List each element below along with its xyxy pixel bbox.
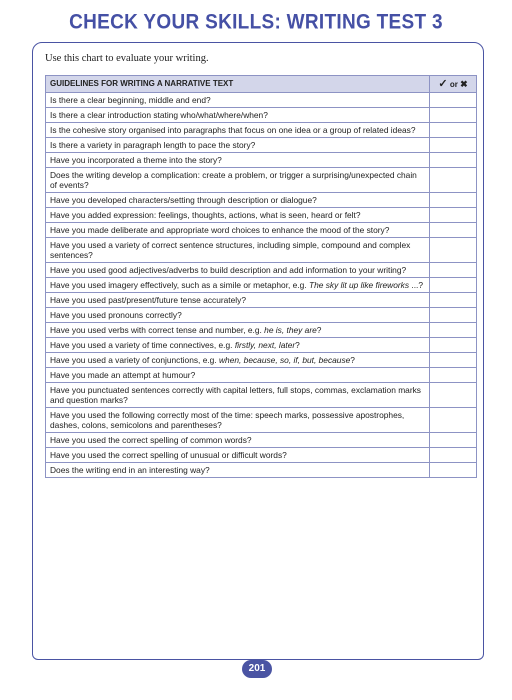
table-row xyxy=(46,138,477,153)
question-text: Have you punctuated sentences correctly with capital letters, full stops, commas, exclamation marks and question marks? xyxy=(50,385,421,405)
table-row xyxy=(46,408,477,433)
tick-or-cross-cell[interactable] xyxy=(430,223,477,238)
guidelines-header: GUIDELINES FOR WRITING A NARRATIVE TEXT xyxy=(46,76,430,93)
narrative-checklist-table xyxy=(45,75,477,478)
question-text: Have you made an attempt at humour? xyxy=(50,370,196,380)
guideline-question xyxy=(46,433,430,448)
tick-or-cross-cell[interactable] xyxy=(430,293,477,308)
question-text: Have you used verbs with correct tense and number, e.g. xyxy=(50,325,265,335)
tick-or-cross-cell[interactable] xyxy=(430,278,477,293)
question-suffix: ...? xyxy=(409,280,424,290)
question-text: Have you used imagery effectively, such as a simile or metaphor, e.g. xyxy=(50,280,309,290)
table-row xyxy=(46,308,477,323)
table-row xyxy=(46,433,477,448)
table-row xyxy=(46,383,477,408)
table-row xyxy=(46,463,477,478)
guideline-question xyxy=(46,238,430,263)
question-text: Have you added expression: feelings, thoughts, actions, what is seen, heard or felt? xyxy=(50,210,361,220)
guideline-question xyxy=(46,223,430,238)
page-title: CHECK YOUR SKILLS: WRITING TEST 3 xyxy=(69,10,443,35)
guideline-question xyxy=(46,123,430,138)
tick-or-cross-cell[interactable] xyxy=(430,323,477,338)
guideline-question xyxy=(46,293,430,308)
guideline-question xyxy=(46,108,430,123)
table-row xyxy=(46,223,477,238)
tick-or-cross-cell[interactable] xyxy=(430,93,477,108)
table-row xyxy=(46,93,477,108)
tick-or-cross-cell[interactable] xyxy=(430,168,477,193)
table-row xyxy=(46,368,477,383)
question-text: Have you used the correct spelling of common words? xyxy=(50,435,252,445)
tick-or-cross-cell[interactable] xyxy=(430,408,477,433)
tick-or-cross-cell[interactable] xyxy=(430,153,477,168)
question-text: Have you used a variety of correct sentence structures, including simple, compound and complex sentences? xyxy=(50,240,411,260)
guideline-question xyxy=(46,193,430,208)
guideline-question xyxy=(46,448,430,463)
question-text: Have you used the following correctly most of the time: speech marks, possessive apostrophes, dashes, colons, semicolons and parentheses? xyxy=(50,410,405,430)
table-row xyxy=(46,108,477,123)
table-row xyxy=(46,293,477,308)
guideline-question xyxy=(46,353,430,368)
guideline-question xyxy=(46,308,430,323)
table-row xyxy=(46,123,477,138)
or-label: or xyxy=(449,80,458,89)
guideline-question xyxy=(46,323,430,338)
intro-text: Use this chart to evaluate your writing. xyxy=(45,53,209,64)
table-header-row xyxy=(46,76,477,93)
question-text: Have you used a variety of conjunctions, e.g. xyxy=(50,355,219,365)
table-row xyxy=(46,193,477,208)
question-text: Is the cohesive story organised into paragraphs that focus on one idea or a group of related ideas? xyxy=(50,125,416,135)
guideline-question xyxy=(46,208,430,223)
question-suffix: ? xyxy=(316,325,322,335)
page-number: 201 xyxy=(242,660,272,678)
guideline-question xyxy=(46,383,430,408)
question-text: Have you used the correct spelling of unusual or difficult words? xyxy=(50,450,287,460)
tick-or-cross-cell[interactable] xyxy=(430,208,477,223)
question-text: Have you incorporated a theme into the story? xyxy=(50,155,222,165)
question-example: he is, they are xyxy=(264,325,317,335)
table-row xyxy=(46,278,477,293)
guideline-question xyxy=(46,138,430,153)
tick-or-cross-cell[interactable] xyxy=(430,368,477,383)
guideline-question xyxy=(46,168,430,193)
checklist-body xyxy=(46,93,477,478)
tick-or-cross-cell[interactable] xyxy=(430,308,477,323)
tick-or-cross-cell[interactable] xyxy=(430,193,477,208)
table-row xyxy=(46,168,477,193)
question-example: when, because, so, if, but, because xyxy=(219,355,351,365)
tick-or-cross-cell[interactable] xyxy=(430,238,477,263)
table-row xyxy=(46,353,477,368)
question-text: Have you developed characters/setting through description or dialogue? xyxy=(50,195,317,205)
guideline-question xyxy=(46,463,430,478)
table-row xyxy=(46,323,477,338)
question-text: Does the writing end in an interesting way? xyxy=(50,465,210,475)
table-row xyxy=(46,238,477,263)
guideline-question xyxy=(46,278,430,293)
table-row xyxy=(46,448,477,463)
tick-or-cross-cell[interactable] xyxy=(430,123,477,138)
table-row xyxy=(46,338,477,353)
question-text: Is there a clear introduction stating who/what/where/when? xyxy=(50,110,268,120)
question-text: Does the writing develop a complication: create a problem, or trigger a surprising/unexpected chain of events? xyxy=(50,170,417,190)
tick-icon: ✓ xyxy=(438,78,448,90)
tick-or-cross-cell[interactable] xyxy=(430,463,477,478)
tick-or-cross-cell[interactable] xyxy=(430,353,477,368)
table-row xyxy=(46,208,477,223)
guideline-question xyxy=(46,93,430,108)
question-example: firstly, next, later xyxy=(234,340,296,350)
tick-or-cross-cell[interactable] xyxy=(430,263,477,278)
question-text: Have you used good adjectives/adverbs to build description and add information to your writing? xyxy=(50,265,407,275)
question-example: The sky lit up like fireworks xyxy=(308,280,410,290)
tick-or-cross-cell[interactable] xyxy=(430,338,477,353)
tick-or-cross-header xyxy=(430,76,477,93)
tick-or-cross-cell[interactable] xyxy=(430,448,477,463)
question-suffix: ? xyxy=(295,340,300,350)
guideline-question xyxy=(46,368,430,383)
guideline-question xyxy=(46,408,430,433)
question-text: Is there a clear beginning, middle and end? xyxy=(50,95,211,105)
question-text: Have you used past/present/future tense accurately? xyxy=(50,295,246,305)
question-text: Is there a variety in paragraph length to pace the story? xyxy=(50,140,256,150)
question-suffix: ? xyxy=(350,355,355,365)
cross-icon: ✖ xyxy=(460,79,468,89)
table-row xyxy=(46,263,477,278)
guideline-question xyxy=(46,263,430,278)
tick-or-cross-cell[interactable] xyxy=(430,433,477,448)
tick-or-cross-cell[interactable] xyxy=(430,108,477,123)
tick-or-cross-cell[interactable] xyxy=(430,138,477,153)
question-text: Have you made deliberate and appropriate word choices to enhance the mood of the story? xyxy=(50,225,390,235)
question-text: Have you used a variety of time connectives, e.g. xyxy=(50,340,235,350)
table-row xyxy=(46,153,477,168)
tick-or-cross-cell[interactable] xyxy=(430,383,477,408)
question-text: Have you used pronouns correctly? xyxy=(50,310,182,320)
guideline-question xyxy=(46,153,430,168)
guideline-question xyxy=(46,338,430,353)
